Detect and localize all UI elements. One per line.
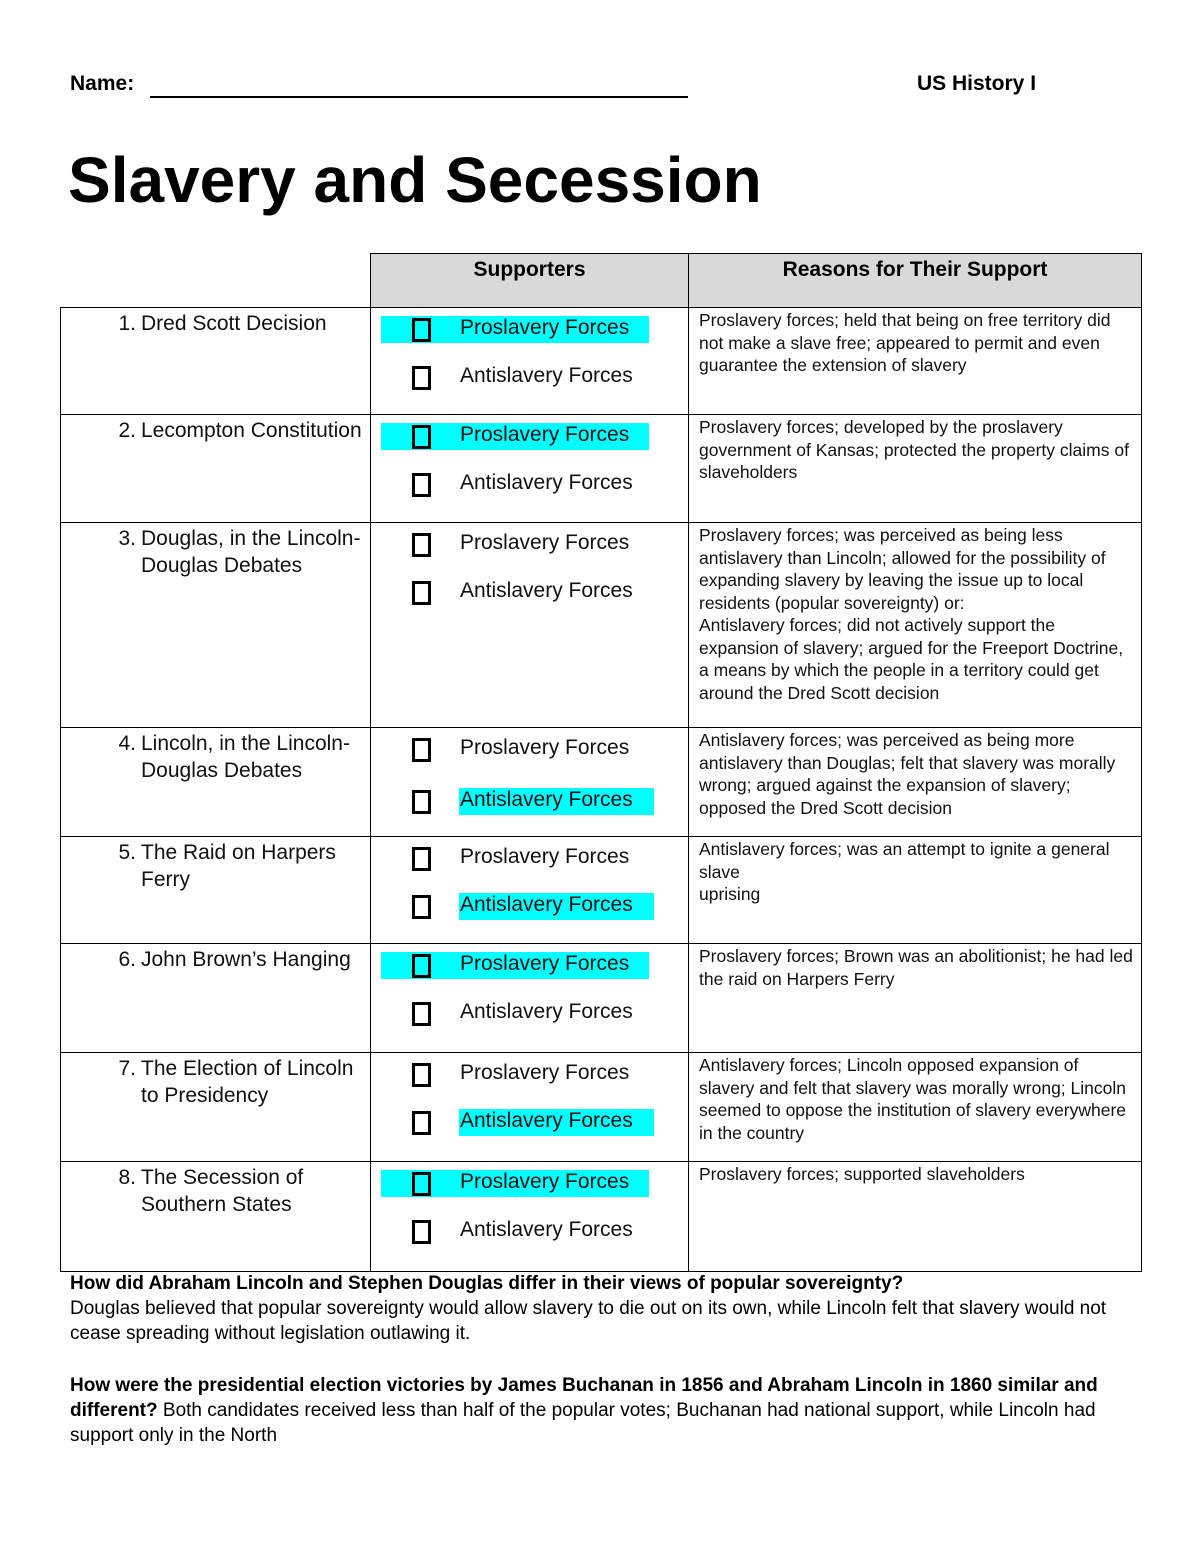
reason-cell [689,1162,1142,1272]
antislavery-option[interactable] [381,1109,661,1137]
question-1-answer: Douglas believed that popular sovereignty would allow slavery to die out on its own, while Lincoln felt that slavery would not cease spreading without legislation outlawing it. [70,1298,1107,1344]
event-cell [61,415,371,523]
question-2-text: How were the presidential election victories by James Buchanan in 1856 and Abraham Lincoln in 1860 similar and different? [70,1375,1098,1421]
reason-text [689,1053,1141,1144]
reason-paragraph: Antislavery forces; Lincoln opposed expansion of slavery and felt that slavery was morally wrong; Lincoln seemed to oppose the institution of slavery everywhere in the country [699,1055,1127,1143]
option-label: Proslavery Forces [460,531,630,554]
event-cell [61,944,371,1053]
reason-text [689,1162,1141,1186]
table-row [61,523,1142,728]
event-item [61,523,370,579]
checkbox-icon[interactable] [412,738,431,762]
table-row [61,1053,1142,1162]
proslavery-option[interactable] [381,316,661,344]
reasons-header: Reasons for Their Support [689,254,1142,308]
event-cell [61,728,371,837]
worksheet-header [70,72,1070,102]
event-name: Lincoln, in the Lincoln-Douglas Debates [141,732,350,782]
proslavery-option[interactable] [381,952,661,980]
reason-paragraph: Antislavery forces; was perceived as being more antislavery than Douglas; felt that slavery was morally wrong; argued against the expansion of slavery; opposed the Dred Scott decision [699,730,1116,818]
proslavery-option[interactable] [381,736,661,764]
event-number: 8. [118,1166,136,1189]
checkbox-icon[interactable] [412,895,431,919]
event-name: Dred Scott Decision [141,312,327,335]
event-cell [61,308,371,415]
checkbox-icon[interactable] [412,1172,431,1196]
supporters-cell [371,944,689,1053]
checkbox-icon[interactable] [412,473,431,497]
option-label: Proslavery Forces [460,736,630,759]
question-1-text: How did Abraham Lincoln and Stephen Douglas differ in their views of popular sovereignty? [70,1273,904,1294]
slavery-secession-table [60,253,1142,1272]
option-label: Antislavery Forces [460,471,633,494]
checkbox-icon[interactable] [412,1063,431,1087]
reason-paragraph: Proslavery forces; was perceived as being less antislavery than Lincoln; allowed for the possibility of expanding slavery by leaving the issue up to local residents (popular sovereignty) or: [699,525,1106,613]
option-label: Antislavery Forces [460,364,633,387]
table-row [61,728,1142,837]
event-number: 2. [118,419,136,442]
event-item [61,1162,370,1218]
event-cell [61,523,371,728]
event-item [61,728,370,784]
option-label: Antislavery Forces [460,579,633,602]
event-name: John Brown’s Hanging [141,948,351,971]
supporters-cell [371,728,689,837]
event-name: Lecompton Constitution [141,419,362,442]
antislavery-option[interactable] [381,471,661,499]
checkbox-icon[interactable] [412,581,431,605]
proslavery-option[interactable] [381,1170,661,1198]
event-number: 3. [118,527,136,550]
antislavery-option[interactable] [381,1000,661,1028]
event-name: Douglas, in the Lincoln-Douglas Debates [141,527,361,577]
reason-paragraph: Antislavery forces; was an attempt to ignite a general slave [699,839,1110,882]
reason-cell [689,728,1142,837]
table-row [61,944,1142,1053]
supporters-cell [371,523,689,728]
table-row [61,1162,1142,1272]
option-label: Antislavery Forces [460,1109,633,1132]
proslavery-option[interactable] [381,531,661,559]
event-number: 5. [118,841,136,864]
reason-cell [689,415,1142,523]
name-label: Name: [70,72,135,95]
supporters-cell [371,1053,689,1162]
reason-paragraph: uprising [699,884,761,904]
antislavery-option[interactable] [381,1218,661,1246]
option-label: Proslavery Forces [460,316,630,339]
reason-paragraph: Antislavery forces; did not actively support the expansion of slavery; argued for the Freeport Doctrine, a means by which the people in a territory could get around the Dred Scott decision [699,615,1124,703]
blank-header-cell [61,254,371,308]
course-label: US History I [917,72,1037,95]
reason-paragraph: Proslavery forces; supported slaveholders [699,1164,1025,1184]
reason-text [689,837,1141,906]
event-number: 6. [118,948,136,971]
supporters-cell [371,837,689,944]
checkbox-icon[interactable] [412,1002,431,1026]
checkbox-icon[interactable] [412,533,431,557]
proslavery-option[interactable] [381,423,661,451]
option-label: Proslavery Forces [460,423,630,446]
reason-paragraph: Proslavery forces; developed by the proslavery government of Kansas; protected the property claims of slaveholders [699,417,1129,482]
antislavery-option[interactable] [381,364,661,392]
event-item [61,1053,370,1109]
question-2 [70,1373,1130,1448]
event-item [61,308,370,337]
supporters-cell [371,415,689,523]
checkbox-icon[interactable] [412,366,431,390]
supporters-cell [371,1162,689,1272]
reason-text [689,308,1141,377]
event-cell [61,837,371,944]
supporters-header: Supporters [371,254,689,308]
supporters-cell [371,308,689,415]
proslavery-option[interactable] [381,845,661,873]
checkbox-icon[interactable] [412,1220,431,1244]
reason-text [689,728,1141,819]
event-number: 4. [118,732,136,755]
reason-text [689,944,1141,990]
proslavery-option[interactable] [381,1061,661,1089]
option-label: Proslavery Forces [460,845,630,868]
reason-text [689,523,1141,704]
reason-cell [689,308,1142,415]
question-1 [70,1271,1130,1346]
question-2-answer: Both candidates received less than half of the popular votes; Buchanan had national support, while Lincoln had support only in the North [70,1400,1096,1446]
event-number: 1. [118,312,136,335]
reason-cell [689,523,1142,728]
event-name: The Secession of Southern States [141,1166,304,1216]
name-blank-line [150,96,688,98]
checkbox-icon[interactable] [412,790,431,814]
reason-cell [689,837,1142,944]
reason-text [689,415,1141,484]
checkbox-icon[interactable] [412,425,431,449]
table-row [61,308,1142,415]
antislavery-option[interactable] [381,579,661,607]
event-number: 7. [118,1057,136,1080]
checkbox-icon[interactable] [412,318,431,342]
event-cell [61,1162,371,1272]
option-label: Proslavery Forces [460,1061,630,1084]
checkbox-icon[interactable] [412,847,431,871]
antislavery-option[interactable] [381,788,661,816]
reason-paragraph: Proslavery forces; held that being on free territory did not make a slave free; appeared to permit and even guarantee the extension of slavery [699,310,1111,375]
page-title: Slavery and Secession [68,144,762,216]
table-row [61,837,1142,944]
option-label: Proslavery Forces [460,1170,630,1193]
reason-cell [689,1053,1142,1162]
antislavery-option[interactable] [381,893,661,921]
option-label: Antislavery Forces [460,893,633,916]
option-label: Antislavery Forces [460,1218,633,1241]
event-name: The Election of Lincoln to Presidency [141,1057,354,1107]
reason-cell [689,944,1142,1053]
event-item [61,837,370,893]
option-label: Antislavery Forces [460,1000,633,1023]
reason-paragraph: Proslavery forces; Brown was an abolitionist; he had led the raid on Harpers Ferry [699,946,1133,989]
checkbox-icon[interactable] [412,1111,431,1135]
checkbox-icon[interactable] [412,954,431,978]
event-cell [61,1053,371,1162]
option-label: Proslavery Forces [460,952,630,975]
option-label: Antislavery Forces [460,788,633,811]
event-item [61,415,370,444]
event-name: The Raid on Harpers Ferry [141,841,336,891]
table-row [61,415,1142,523]
event-item [61,944,370,973]
